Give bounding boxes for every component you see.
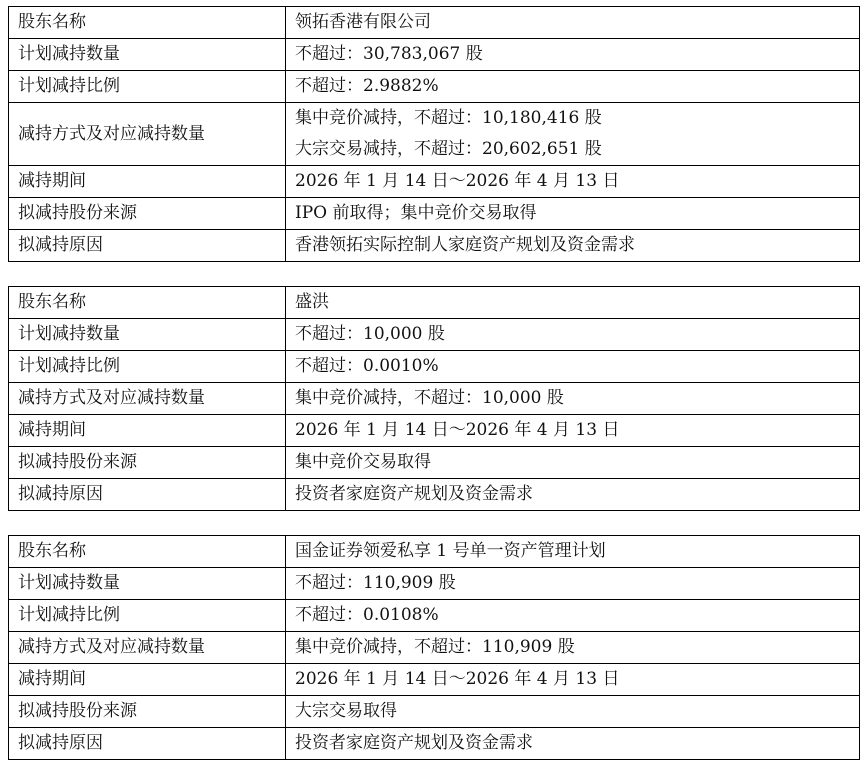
table-row bbox=[9, 568, 860, 600]
table-spacer bbox=[8, 262, 860, 286]
value-line: 集中竞价减持，不超过：110,909 股 bbox=[295, 637, 575, 657]
row-label-shareholder-name: 股东名称 bbox=[9, 536, 286, 568]
row-value-planned-quantity bbox=[286, 568, 860, 600]
table-spacer bbox=[8, 511, 860, 535]
row-value-reduction-period bbox=[286, 166, 860, 198]
table-row bbox=[9, 600, 860, 632]
value-line: IPO 前取得；集中竞价交易取得 bbox=[295, 203, 537, 223]
row-label-reduction-reason: 拟减持原因 bbox=[9, 728, 286, 760]
value-line: 投资者家庭资产规划及资金需求 bbox=[295, 733, 533, 753]
value-line: 不超过：110,909 股 bbox=[295, 573, 456, 593]
row-label-reduction-period: 减持期间 bbox=[9, 664, 286, 696]
table-row bbox=[9, 632, 860, 664]
row-label-reduction-reason: 拟减持原因 bbox=[9, 479, 286, 511]
row-value-share-source bbox=[286, 696, 860, 728]
value-line: 不超过：2.9882% bbox=[295, 76, 439, 96]
value-line: 不超过：10,000 股 bbox=[295, 324, 445, 344]
table-row bbox=[9, 230, 860, 262]
row-label-planned-quantity: 计划减持数量 bbox=[9, 568, 286, 600]
value-line: 2026 年 1 月 14 日～2026 年 4 月 13 日 bbox=[295, 171, 620, 191]
row-value-reduction-reason bbox=[286, 230, 860, 262]
row-value-share-source bbox=[286, 198, 860, 230]
value-line: 投资者家庭资产规划及资金需求 bbox=[295, 484, 533, 504]
value-line: 盛洪 bbox=[295, 292, 329, 312]
row-value-share-source bbox=[286, 447, 860, 479]
value-line: 不超过：0.0108% bbox=[295, 605, 439, 625]
table-row bbox=[9, 696, 860, 728]
table-row bbox=[9, 415, 860, 447]
row-value-reduction-period bbox=[286, 415, 860, 447]
row-value-reduction-method bbox=[286, 103, 860, 166]
row-label-reduction-method: 减持方式及对应减持数量 bbox=[9, 383, 286, 415]
row-label-share-source: 拟减持股份来源 bbox=[9, 447, 286, 479]
shareholder-table-2 bbox=[8, 286, 860, 511]
row-value-planned-ratio bbox=[286, 71, 860, 103]
row-value-reduction-method bbox=[286, 632, 860, 664]
table-row bbox=[9, 71, 860, 103]
row-value-planned-ratio bbox=[286, 351, 860, 383]
row-label-shareholder-name: 股东名称 bbox=[9, 287, 286, 319]
table-row bbox=[9, 351, 860, 383]
value-line: 不超过：30,783,067 股 bbox=[295, 44, 483, 64]
value-line: 集中竞价减持，不超过：10,180,416 股 bbox=[295, 108, 602, 128]
row-label-share-source: 拟减持股份来源 bbox=[9, 696, 286, 728]
row-label-planned-ratio: 计划减持比例 bbox=[9, 600, 286, 632]
table-row bbox=[9, 664, 860, 696]
row-label-share-source: 拟减持股份来源 bbox=[9, 198, 286, 230]
value-line: 大宗交易减持，不超过：20,602,651 股 bbox=[295, 139, 602, 159]
row-label-shareholder-name: 股东名称 bbox=[9, 7, 286, 39]
row-label-reduction-method: 减持方式及对应减持数量 bbox=[9, 632, 286, 664]
value-line: 领拓香港有限公司 bbox=[295, 12, 431, 32]
row-value-shareholder-name bbox=[286, 287, 860, 319]
row-label-planned-ratio: 计划减持比例 bbox=[9, 351, 286, 383]
value-line: 国金证券领爱私享 1 号单一资产管理计划 bbox=[295, 541, 606, 561]
table-row bbox=[9, 728, 860, 760]
table-row bbox=[9, 287, 860, 319]
row-value-reduction-period bbox=[286, 664, 860, 696]
table-row bbox=[9, 319, 860, 351]
table-row bbox=[9, 39, 860, 71]
value-line: 香港领拓实际控制人家庭资产规划及资金需求 bbox=[295, 235, 635, 255]
row-label-reduction-period: 减持期间 bbox=[9, 415, 286, 447]
table-row bbox=[9, 447, 860, 479]
table-row bbox=[9, 383, 860, 415]
row-value-shareholder-name bbox=[286, 536, 860, 568]
row-value-planned-ratio bbox=[286, 600, 860, 632]
row-value-reduction-reason bbox=[286, 479, 860, 511]
row-value-shareholder-name bbox=[286, 7, 860, 39]
row-label-planned-quantity: 计划减持数量 bbox=[9, 39, 286, 71]
value-line: 集中竞价交易取得 bbox=[295, 452, 431, 472]
table-row bbox=[9, 7, 860, 39]
value-line: 大宗交易取得 bbox=[295, 701, 397, 721]
value-line: 2026 年 1 月 14 日～2026 年 4 月 13 日 bbox=[295, 669, 620, 689]
shareholder-table-3 bbox=[8, 535, 860, 760]
row-value-planned-quantity bbox=[286, 39, 860, 71]
table-row bbox=[9, 103, 860, 166]
row-label-reduction-method: 减持方式及对应减持数量 bbox=[9, 103, 286, 166]
row-value-reduction-reason bbox=[286, 728, 860, 760]
row-label-reduction-reason: 拟减持原因 bbox=[9, 230, 286, 262]
value-line: 集中竞价减持，不超过：10,000 股 bbox=[295, 388, 564, 408]
table-row bbox=[9, 479, 860, 511]
row-label-reduction-period: 减持期间 bbox=[9, 166, 286, 198]
value-line: 2026 年 1 月 14 日～2026 年 4 月 13 日 bbox=[295, 420, 620, 440]
value-line: 不超过：0.0010% bbox=[295, 356, 439, 376]
row-value-planned-quantity bbox=[286, 319, 860, 351]
row-label-planned-ratio: 计划减持比例 bbox=[9, 71, 286, 103]
shareholder-table-1 bbox=[8, 6, 860, 262]
table-row bbox=[9, 198, 860, 230]
table-row bbox=[9, 536, 860, 568]
row-value-reduction-method bbox=[286, 383, 860, 415]
row-label-planned-quantity: 计划减持数量 bbox=[9, 319, 286, 351]
document-body bbox=[8, 6, 860, 760]
table-row bbox=[9, 166, 860, 198]
